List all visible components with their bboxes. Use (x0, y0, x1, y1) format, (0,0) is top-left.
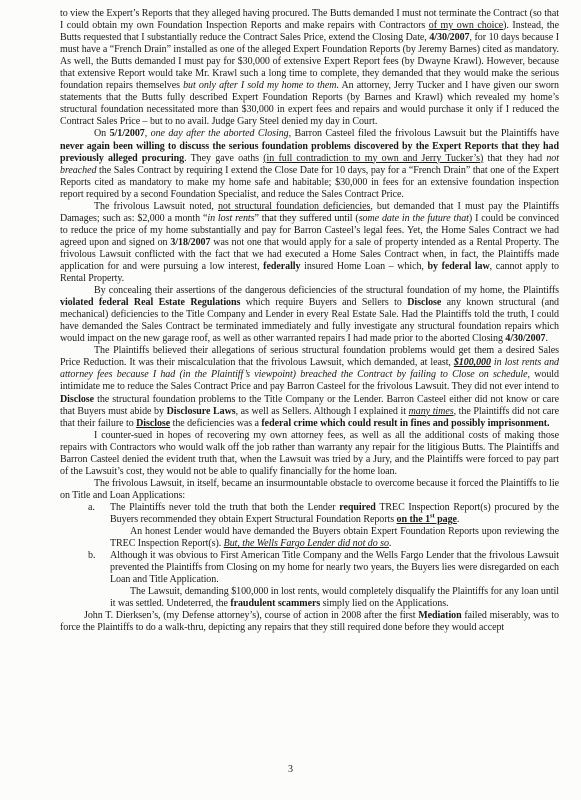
italic-underlined-text: many times (408, 405, 454, 417)
bold-text: never again been willing to discuss the serious foundation problems discovered by the Expert Reports that they had previously alleged procuring (60, 140, 559, 164)
text: The Plaintiffs never told the truth that both the Lender (110, 501, 340, 513)
paragraph-1 (60, 8, 559, 128)
paragraph-2 (60, 128, 559, 200)
text: was not one that would apply for a sale of property intended as a Rental Property. The frivolous Lawsuit conflicted with the fact that we had executed a Home Sales Contract when, in fact, the Plaintiffs made application for and were pursuing a low interest, (60, 236, 559, 272)
list-item-a-note (110, 526, 559, 550)
bold-date: 4/30/2007 (429, 32, 470, 44)
bold-text: Disclose (60, 393, 95, 405)
text: An honest Lender would have demanded the Buyers obtain Expert Foundation Reports upon reviewing the TREC Inspection Report(s). (110, 526, 559, 550)
bold-underlined-text: Disclose (136, 417, 171, 429)
italic-text: in lost rents and attorney fees because I had (in the Plaintiff’s viewpoint) breached the Contract by failing to Close on schedule, (60, 357, 559, 381)
text: , (144, 128, 151, 140)
text: The frivolous Lawsuit noted, (94, 200, 218, 212)
text: insured Home Loan – which, (300, 260, 428, 272)
text: failed miserably, was to force the Plaintiffs to do a walk-thru, depicting any repairs that they still required done before they would accept (60, 610, 559, 634)
text: , the Plaintiffs did not care that their failure to (60, 405, 559, 429)
text: . (388, 538, 392, 550)
text: . An attorney, Jerry Tucker and I have given our sworn statements that the Butts fully described Expert Foundation Reports (by Barnes and Krawl) which revealed my home’s structural foundation necessitated more than $30,000 in expert fees and repairs and would purchase it only if I reduced the Contract Sales Price – but to no avail. Judge Gary Steel denied my day in Court. (60, 80, 560, 128)
bold-text: violated federal Real Estate Regulations (60, 297, 241, 309)
text: The Lawsuit, demanding $100,000 in lost rents, would completely disqualify the Plaintiffs for any loan until it was settled. Undeterred, the (110, 586, 559, 610)
paragraph-8 (60, 610, 559, 634)
bold-text: Disclosure Laws (166, 405, 236, 417)
text: which require Buyers and Sellers to (240, 297, 408, 309)
list-label: b. (88, 550, 96, 562)
list-item-a (88, 501, 559, 526)
text: that they had (483, 152, 547, 164)
text: any known structural (and mechanical) deficiencies to the Title Company and Lender in every Real Estate Sale. Had the Plaintiffs told the truth, I could have demanded the Sales Contract be terminated immediately and fully investigate any structural foundation repairs which would impact on the new garage roof, as well as other warranted repairs I had made prior to the aborted Closing (60, 297, 559, 345)
text: The frivolous Lawsuit, in itself, became an insurmountable obstacle to overcome because it forced the Plaintiffs to lie on Title and Loan Applications: (60, 477, 559, 501)
list-item-b-note (110, 586, 559, 610)
italic-text: some date in the future that (358, 212, 469, 224)
italic-underlined-text: But, the Wells Fargo Lender did not do so (223, 538, 389, 550)
bold-text: Mediation (418, 610, 462, 622)
amount-text: $100,000 (453, 357, 491, 369)
text: ” that they suffered until ( (254, 212, 359, 224)
text: the Sales Contract by requiring I extend the Close Date for 10 days, pay for a “French Drain” that one of the Expert Reports cited as mandatory to make my home safe and habitable; $30,000 in fees for an extensive foundation inspection report required by a second Foundation Specialist, and reduce the Sales Contract Price. (60, 164, 559, 200)
text: , cannot apply to Rental Property. (60, 260, 559, 285)
paragraph-3 (60, 201, 559, 285)
text: By concealing their assertions of the dangerous deficiencies of the structural foundation of my home, the Plaintiffs (94, 285, 559, 297)
text: , but demanded that I must pay the Plaintiffs Damages; such as: $2,000 a month “ (60, 200, 559, 224)
italic-text: but only after I sold my home to them (183, 80, 337, 92)
text: , for 10 days because I must have a “French Drain” installed as one of the alleged Expert Foundation Reports (by Jeremy Barnes) cited as mandatory. As well, the Butts demanded I must pay for $30,000 of extensive Expert Report fees (by Dwayne Krawl). However, because that extensive Report would take Mr. Krawl such a long time to complete, they demanded that they would make the serious foundation repairs themselves (60, 32, 559, 92)
page-number: 3 (288, 764, 293, 775)
bold-text: by federal law (427, 260, 490, 272)
bold-underlined-text (396, 512, 460, 525)
paragraph-5 (60, 345, 559, 429)
bold-text: required (339, 501, 376, 513)
list-label: a. (88, 501, 95, 513)
text: I counter-sued in hopes of recovering my own attorney fees, as well as all the additional costs of making those repairs with Contractors who would walk off the job rather than warranty any repair for the litigious Butts. The Plaintiffs and Barron Casteel denied the evident truth that, when the Lawsuit was tried by a Jury, and the Plaintiffs were forced to pay part of the Lawsuit’s cost, they would not be able to qualify financially for the home loan. (60, 429, 559, 477)
paragraph-6 (60, 430, 559, 478)
underlined-text: not structural foundation deficiencies (217, 200, 371, 212)
bold-text: federally (263, 260, 301, 272)
text: ). Instead, the Butts requested that I substantially reduce the Contract Sales Price, extend the Closing Date, (60, 20, 559, 44)
text: TREC Inspection Report(s) procured by the Buyers recommended they obtain Expert Structural Foundation Reports (110, 501, 559, 525)
italic-text: one day after the aborted Closing (150, 128, 289, 140)
paragraph-7 (60, 478, 559, 502)
underlined-text: (in full contradiction to my own and Jerry Tucker’s) (263, 152, 484, 164)
text: . They gave oaths (184, 152, 264, 164)
text: . (545, 333, 548, 345)
bold-date: 3/18/2007 (170, 236, 211, 248)
paragraph-4 (60, 285, 559, 345)
text: On (94, 128, 110, 140)
text: the structural foundation problems to the Title Company or the Lender. Barron Casteel either did not know or care that Buyers must abide by (60, 393, 559, 417)
bold-date: 4/30/2007 (505, 333, 546, 345)
bold-text: federal crime which could result in fines and possibly imprisonment. (261, 417, 550, 429)
text: page (434, 513, 457, 525)
italic-text: not breached (60, 152, 559, 176)
text: the deficiencies was a (170, 417, 262, 429)
text: on the 1 (396, 513, 431, 525)
underlined-text: of my own choice (428, 20, 504, 32)
text: to view the Expert’s Reports that they alleged having procured. The Butts demanded I must not terminate the Contract (so that I could obtain my own Foundation Inspection Reports and make repairs with Contractors (60, 8, 559, 32)
superscript: st (430, 512, 435, 520)
text: simply lied on the Applications. (320, 598, 449, 610)
italic-text: in lost rents (207, 212, 255, 224)
text: , as well as Sellers. Although I explained it (235, 405, 409, 417)
text: The Plaintiffs believed their allegations of serious structural foundation problems would get them a desired Sales Price Reduction. It was their miscalculation that the frivolous Lawsuit, which demanded, at least, (60, 345, 559, 369)
list-item-b (88, 550, 559, 586)
text: would intimidate me to reduce the Sales Contract Price and pay Barron Casteel for the frivolous Lawsuit. They did not ever intend to (60, 369, 559, 393)
text: ) I could be convinced to reduce the price of my home substantially and pay for Barron Casteel’s legal fees. Yet, the Home Sales Contract we had agreed upon and signed on (60, 212, 560, 248)
text: . (456, 513, 460, 525)
bold-text: Disclose (407, 297, 442, 309)
text: John T. Dierksen’s, (my Defense attorney’s), course of action in 2008 after the first (84, 610, 419, 622)
bold-date: 5/1/2007 (109, 128, 145, 140)
text: , Barron Casteel filed the frivolous Lawsuit but the Plaintiffs have (288, 128, 559, 140)
bold-text: fraudulent scammers (230, 598, 321, 610)
text: Although it was obvious to First American Title Company and the Wells Fargo Lender that the frivolous Lawsuit prevented the Plaintiffs from Closing on my home for nearly two years, the Buyers lies were disregarded on each Loan and Title Application. (110, 550, 559, 586)
